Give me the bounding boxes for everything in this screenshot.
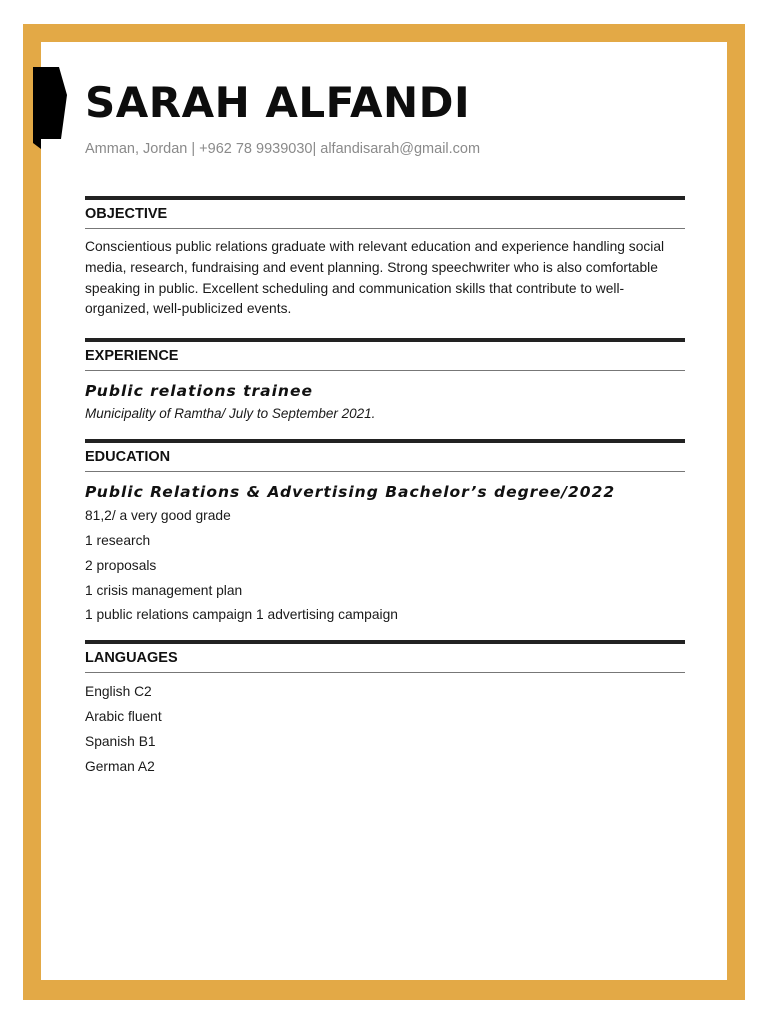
education-item: 1 public relations campaign 1 advertising campaign: [85, 607, 398, 623]
candidate-name: SARAH ALFANDI: [85, 78, 471, 127]
section-heading-education: EDUCATION: [85, 439, 685, 472]
section-heading-experience: EXPERIENCE: [85, 338, 685, 371]
experience-section: [85, 338, 685, 423]
objective-text: Conscientious public relations graduate with relevant education and experience handling social media, research, fundraising and event planning. Strong speechwriter who is also comfortable speaking in public. Excellent scheduling and communication skills that contribute to well-organized, well-publicized events.: [85, 239, 665, 317]
experience-detail: Municipality of Ramtha/ July to September 2021.: [85, 406, 376, 422]
education-item: 1 crisis management plan: [85, 582, 243, 598]
section-heading-languages: LANGUAGES: [85, 640, 685, 673]
bookmark-tab-icon: [33, 67, 67, 149]
education-item: 81,2/ a very good grade: [85, 508, 231, 524]
language-item: Arabic fluent: [85, 709, 162, 725]
contact-info: Amman, Jordan | +962 78 9939030| alfandisarah@gmail.com: [85, 141, 481, 157]
section-heading-objective: OBJECTIVE: [85, 196, 685, 229]
education-item: 1 research: [85, 532, 151, 548]
education-item: 2 proposals: [85, 557, 157, 573]
language-item: Spanish B1: [85, 733, 156, 749]
language-item: English C2: [85, 684, 152, 700]
resume-content: [85, 78, 685, 776]
education-title: Public Relations & Advertising Bachelor’s degree/2022: [85, 483, 616, 502]
languages-section: [85, 640, 685, 775]
education-section: [85, 439, 685, 624]
experience-title: Public relations trainee: [85, 382, 313, 401]
objective-section: [85, 196, 685, 320]
language-item: German A2: [85, 758, 155, 774]
